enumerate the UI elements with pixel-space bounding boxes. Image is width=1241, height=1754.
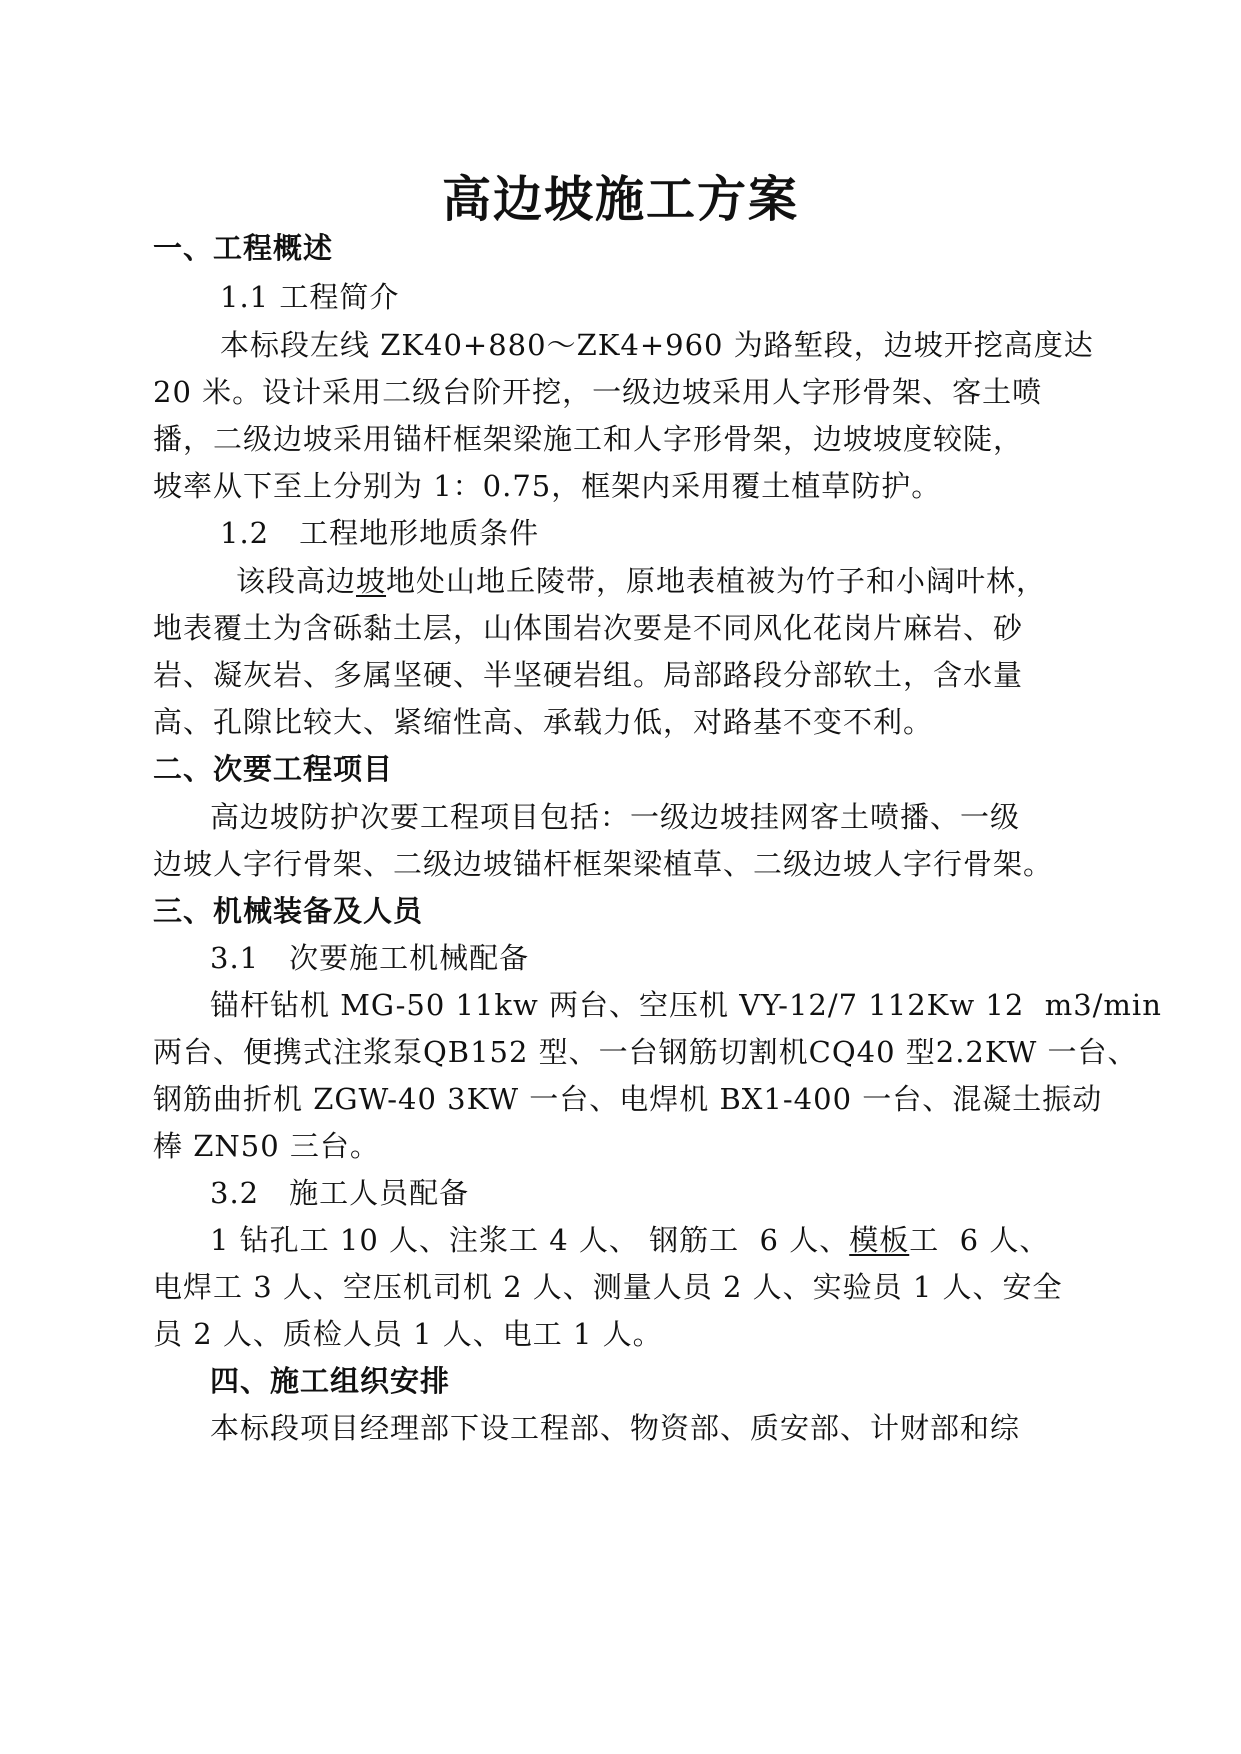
section-heading-3: 三、机械装备及人员 bbox=[153, 894, 424, 928]
paragraph-line: 两台、便携式注浆泵QB152 型、一台钢筋切割机CQ40 型2.2KW 一台、 bbox=[153, 1035, 1138, 1069]
paragraph-line: 本标段左线 ZK40+880～ZK4+960 为路堑段，边坡开挖高度达 bbox=[220, 328, 1094, 362]
paragraph-line bbox=[210, 1220, 1049, 1260]
paragraph-line: 高边坡防护次要工程项目包括：一级边坡挂网客土喷播、一级 bbox=[210, 800, 1021, 834]
page-title: 高边坡施工方案 bbox=[441, 171, 799, 228]
text-run: 地处山地丘陵带，原地表植被为竹子和小阔叶林， bbox=[386, 564, 1047, 598]
text-run: 该段高边 bbox=[236, 564, 357, 598]
paragraph-line: 锚杆钻机 MG-50 11kw 两台、空压机 VY-12/7 112Kw 12 m3/min bbox=[210, 988, 1162, 1022]
paragraph-line: 边坡人字行骨架、二级边坡锚杆框架梁植草、二级边坡人字行骨架。 bbox=[153, 847, 1054, 881]
text-run: 1 钻孔工 10 人、注浆工 4 人、 钢筋工 6 人、 bbox=[210, 1223, 850, 1257]
paragraph-line: 本标段项目经理部下设工程部、物资部、质安部、计财部和综 bbox=[210, 1411, 1021, 1445]
section-heading-2: 二、次要工程项目 bbox=[153, 752, 394, 786]
paragraph-line: 播，二级边坡采用锚杆框架梁施工和人字形骨架，边坡坡度较陡， bbox=[153, 422, 1024, 456]
paragraph-line: 电焊工 3 人、空压机司机 2 人、测量人员 2 人、实验员 1 人、安全 bbox=[153, 1270, 1063, 1304]
subheading-1-2: 1.2 工程地形地质条件 bbox=[220, 516, 540, 550]
paragraph-line: 高、孔隙比较大、紧缩性高、承载力低，对路基不变不利。 bbox=[153, 705, 934, 739]
text-run: 工 6 人、 bbox=[909, 1223, 1050, 1257]
underlined-text: 模板 bbox=[849, 1223, 910, 1257]
section-heading-4: 四、施工组织安排 bbox=[210, 1364, 451, 1398]
paragraph-line: 钢筋曲折机 ZGW-40 3KW 一台、电焊机 BX1-400 一台、混凝土振动 bbox=[153, 1082, 1103, 1116]
paragraph-line bbox=[236, 561, 1046, 601]
underlined-text: 坡 bbox=[356, 564, 387, 598]
paragraph-line: 员 2 人、质检人员 1 人、电工 1 人。 bbox=[153, 1317, 663, 1351]
paragraph-line: 坡率从下至上分别为 1：0.75，框架内采用覆土植草防护。 bbox=[153, 469, 942, 503]
paragraph-line: 地表覆土为含砾黏土层，山体围岩次要是不同风化花岗片麻岩、砂 bbox=[153, 611, 1024, 645]
paragraph-line: 20 米。设计采用二级台阶开挖，一级边坡采用人字形骨架、客土喷 bbox=[153, 375, 1043, 409]
section-heading-1: 一、工程概述 bbox=[153, 231, 334, 265]
subheading-3-1: 3.1 次要施工机械配备 bbox=[210, 941, 530, 975]
paragraph-line: 岩、凝灰岩、多属坚硬、半坚硬岩组。局部路段分部软土，含水量 bbox=[153, 658, 1024, 692]
paragraph-line: 棒 ZN50 三台。 bbox=[153, 1129, 380, 1163]
subheading-1-1: 1.1 工程简介 bbox=[220, 280, 400, 314]
subheading-3-2: 3.2 施工人员配备 bbox=[210, 1176, 470, 1210]
